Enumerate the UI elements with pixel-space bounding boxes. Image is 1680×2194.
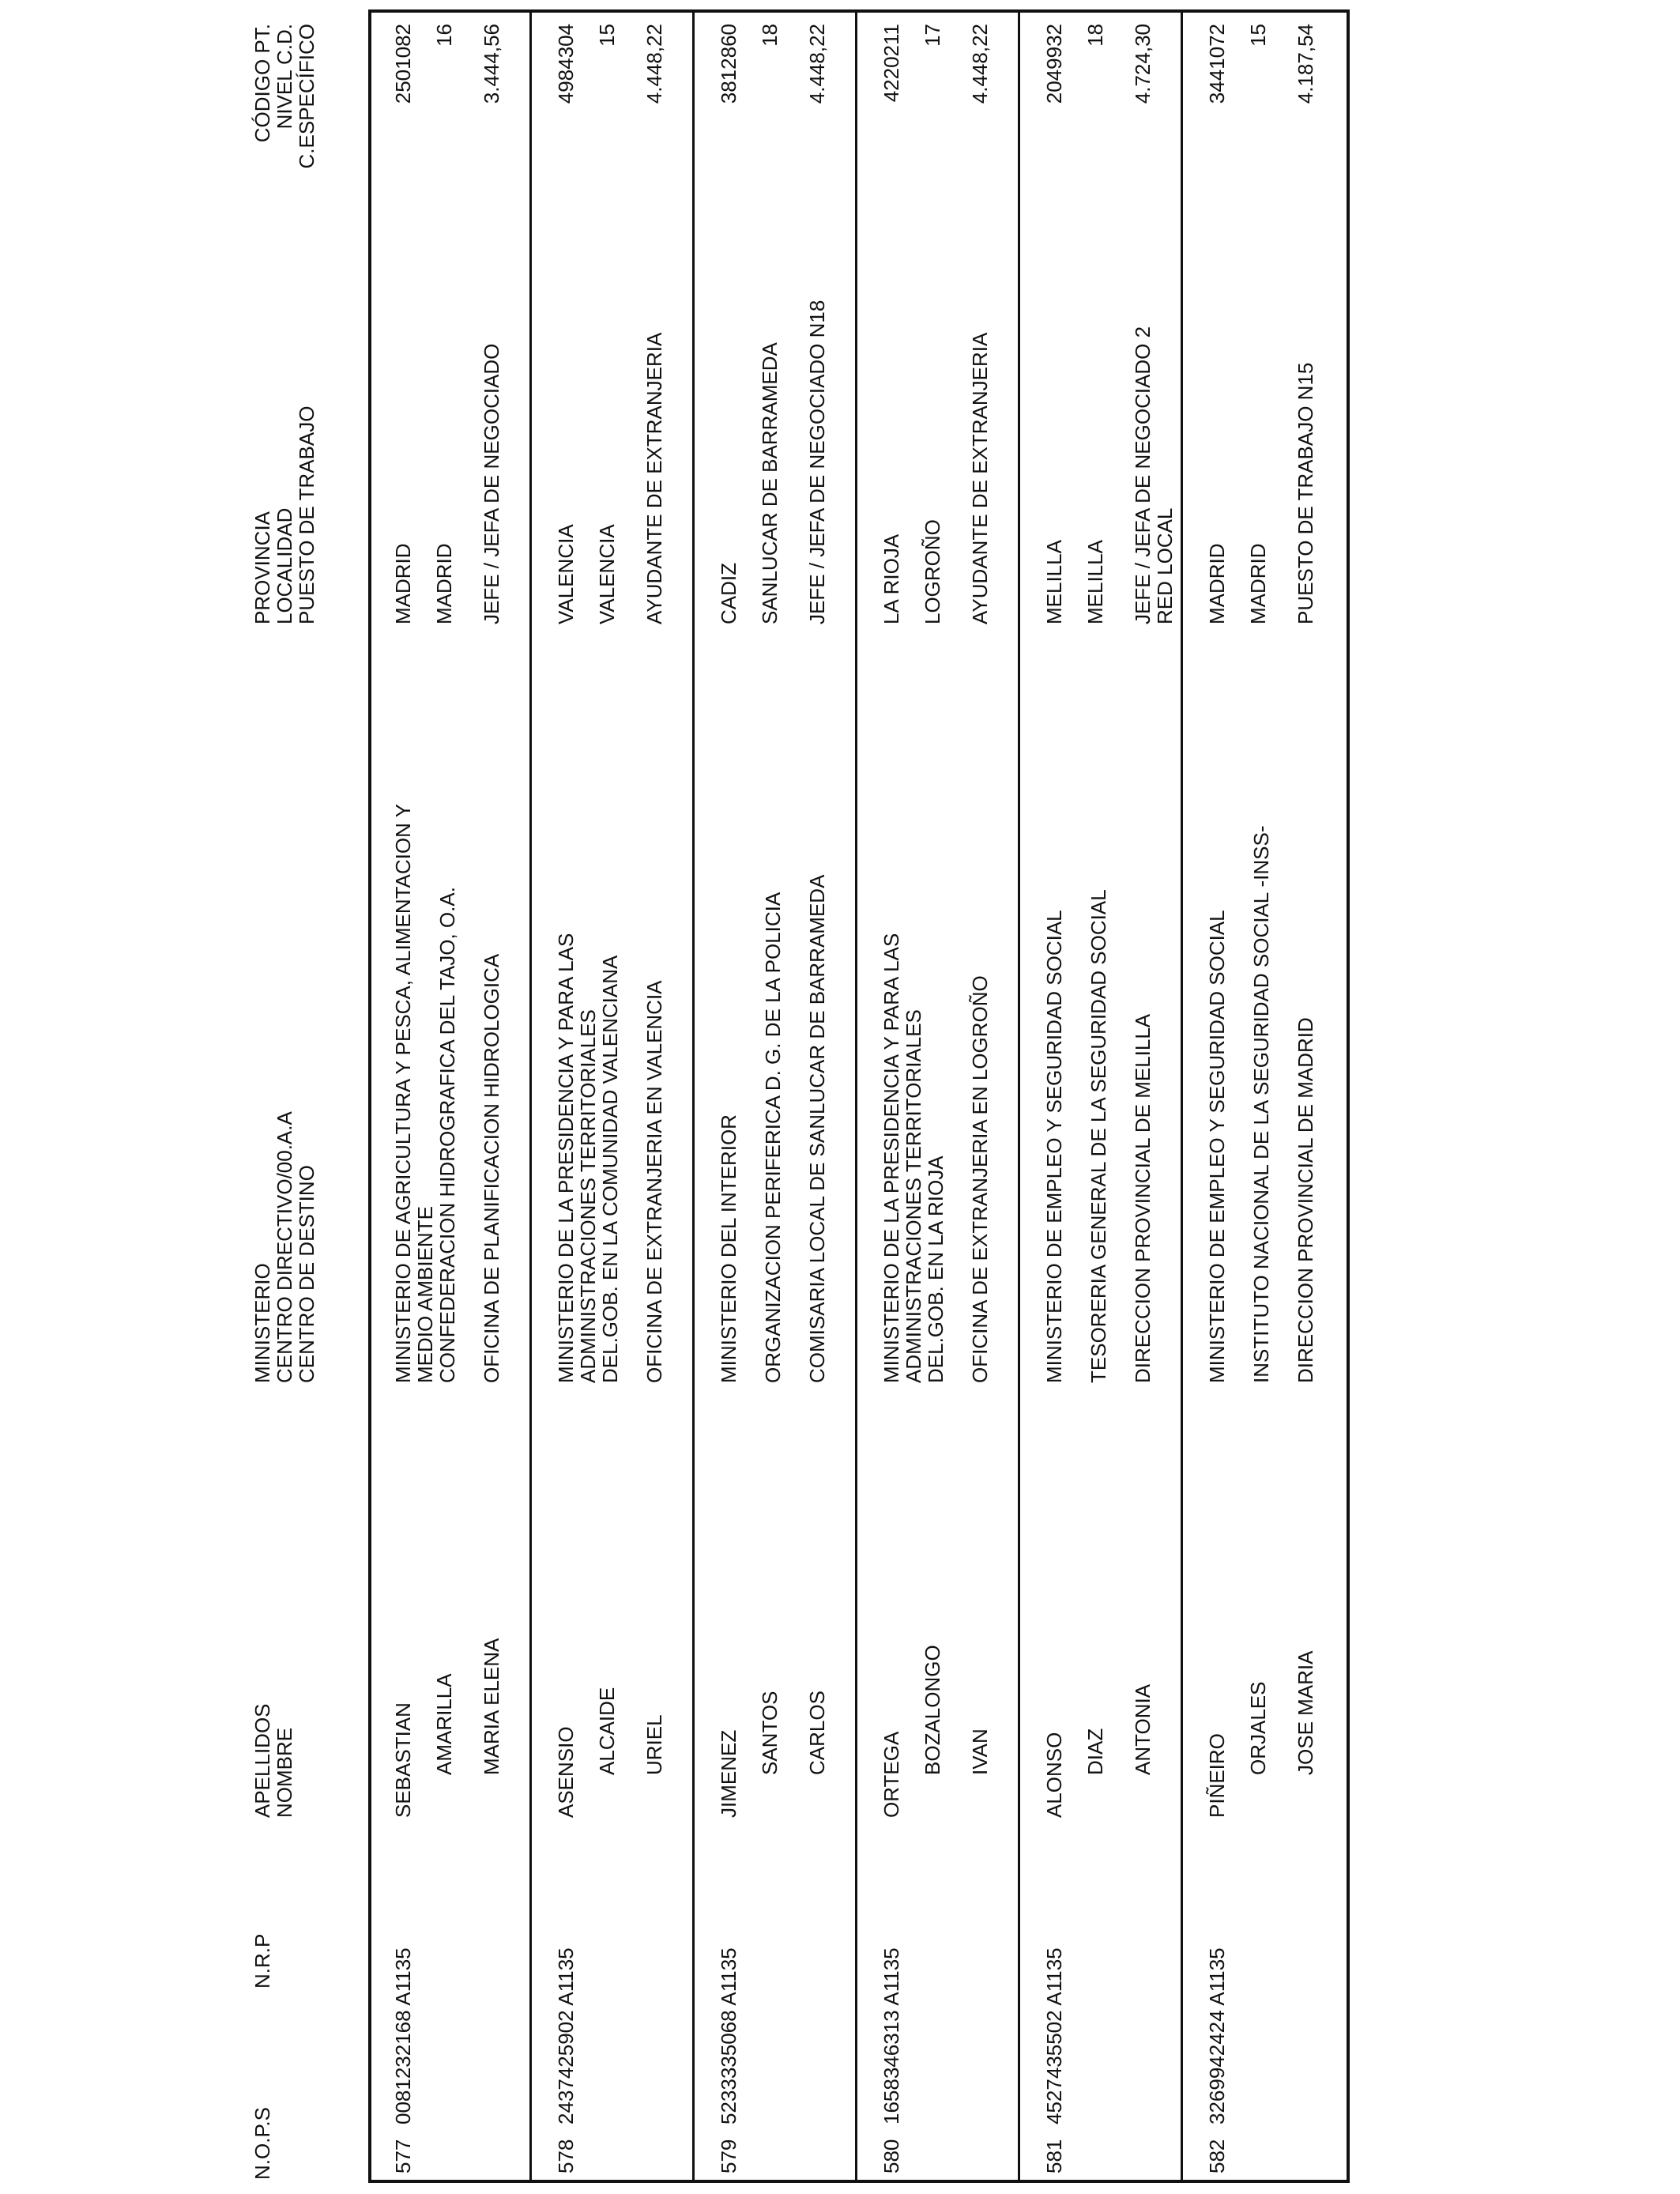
record-nivel: 15 [1246,24,1270,47]
table-frame [368,9,1350,2183]
record-especifico: 4.724,30 [1131,24,1155,104]
record-provincia: VALENCIA [554,524,578,624]
record-apellido2: ORJALES [1246,1681,1270,1775]
record-apellido2: ALCAIDE [595,1687,619,1775]
header-especifico: C.ESPECÍFICO [295,24,318,169]
record-nombre: MARIA ELENA [480,1638,503,1775]
record-provincia: CADIZ [717,563,740,624]
record-codigo: 4220211 [880,24,903,103]
row-separator [855,9,857,2183]
header-ministerio: MINISTERIO [250,1263,274,1383]
record-codigo: 4984304 [554,24,578,104]
record-provincia: MADRID [391,543,415,624]
record-nivel: 16 [432,24,456,47]
record-puesto: AYUDANTE DE EXTRANJERIA [642,332,666,624]
record-apellido1: SEBASTIAN [391,1702,415,1818]
header-nops: N.O.P.S [250,2106,274,2180]
header-nrp: N.R.P [250,1933,274,1989]
record-apellido1: ORTEGA [880,1731,903,1818]
record-centro-directivo: INSTITUTO NACIONAL DE LA SEGURIDAD SOCIAL -INSS- [1249,825,1273,1383]
record-nrp: 2437425902 A1135 [554,1947,578,2124]
record-nombre: URIEL [642,1714,666,1775]
record-centro-destino: OFICINA DE EXTRANJERIA EN LOGROÑO [968,975,992,1383]
record-nombre: CARLOS [805,1691,829,1775]
record-apellido2: AMARILLA [432,1673,456,1775]
record-nombre: IVAN [968,1728,992,1775]
record-centro-destino: DIRECCION PROVINCIAL DE MADRID [1294,1017,1317,1383]
record-ministerio: MINISTERIO DE LA PRESIDENCIA Y PARA LAS ADMINISTRACIONES TERRITORIALES [554,933,600,1383]
record-provincia: MELILLA [1042,540,1066,624]
record-centro-directivo: CONFEDERACION HIDROGRAFICA DEL TAJO, O.A. [435,887,459,1383]
record-nops: 581 [1042,2139,1066,2173]
header-nombre: NOMBRE [273,1727,296,1818]
record-apellido2: BOZALONGO [921,1645,944,1775]
record-puesto: PUESTO DE TRABAJO N15 [1294,362,1317,624]
record-apellido1: PIÑEIRO [1205,1733,1229,1818]
header-centro-destino: CENTRO DE DESTINO [295,1165,318,1383]
record-especifico: 3.444,56 [480,24,503,104]
record-ministerio: MINISTERIO DEL INTERIOR [717,1114,740,1383]
record-nombre: JOSE MARIA [1294,1650,1317,1775]
record-ministerio: MINISTERIO DE LA PRESIDENCIA Y PARA LAS ADMINISTRACIONES TERRITORIALES [880,933,925,1383]
header-nivel: NIVEL C.D. [273,24,296,130]
record-centro-destino: OFICINA DE PLANIFICACION HIDROLOGICA [480,953,503,1383]
record-puesto: JEFE / JEFA DE NEGOCIADO N18 [805,300,829,624]
header-codigo: CÓDIGO PT. [250,24,274,143]
record-nops: 578 [554,2139,578,2173]
record-ministerio: MINISTERIO DE AGRICULTURA Y PESCA, ALIMENTACION Y MEDIO AMBIENTE [391,804,437,1383]
row-separator [1018,9,1020,2183]
record-apellido1: ALONSO [1042,1732,1066,1818]
record-centro-directivo: DEL.GOB. EN LA COMUNIDAD VALENCIANA [598,955,622,1383]
record-ministerio: MINISTERIO DE EMPLEO Y SEGURIDAD SOCIAL [1042,910,1066,1383]
record-nrp: 1658346313 A1135 [880,1947,903,2124]
record-apellido2: DIAZ [1083,1728,1107,1775]
record-codigo: 2501082 [391,24,415,104]
record-especifico: 4.187,54 [1294,24,1317,104]
record-centro-destino: OFICINA DE EXTRANJERIA EN VALENCIA [642,980,666,1383]
record-ministerio: MINISTERIO DE EMPLEO Y SEGURIDAD SOCIAL [1205,910,1229,1383]
record-apellido1: JIMENEZ [717,1729,740,1818]
record-nops: 579 [717,2139,740,2173]
record-nombre: ANTONIA [1131,1683,1155,1775]
record-nops: 580 [880,2139,903,2173]
record-nrp: 3269942424 A1135 [1205,1947,1229,2124]
record-apellido1: ASENSIO [554,1726,578,1818]
record-centro-destino: DIRECCION PROVINCIAL DE MELILLA [1131,1013,1155,1383]
header-provincia: PROVINCIA [250,511,274,624]
record-especifico: 4.448,22 [805,24,829,104]
record-localidad: VALENCIA [595,524,619,624]
record-provincia: LA RIOJA [880,533,903,624]
row-separator [1181,9,1183,2183]
record-nrp: 5233335068 A1135 [717,1947,740,2124]
record-nops: 582 [1205,2139,1229,2173]
record-nops: 577 [391,2139,415,2173]
header-centro-directivo: CENTRO DIRECTIVO/00.A.A [273,1111,296,1383]
record-codigo: 2049932 [1042,24,1066,104]
header-localidad: LOCALIDAD [273,507,296,624]
record-codigo: 3441072 [1205,24,1229,104]
record-localidad: MELILLA [1083,540,1107,624]
record-nivel: 18 [1083,24,1107,47]
record-provincia: MADRID [1205,543,1229,624]
record-localidad: SANLUCAR DE BARRAMEDA [758,342,782,624]
record-especifico: 4.448,22 [642,24,666,104]
record-localidad: MADRID [1246,543,1270,624]
record-localidad: MADRID [432,543,456,624]
record-nivel: 15 [595,24,619,47]
record-centro-destino: COMISARIA LOCAL DE SANLUCAR DE BARRAMEDA [805,874,829,1383]
row-separator [692,9,695,2183]
record-codigo: 3812860 [717,24,740,104]
header-apellidos: APELLIDOS [250,1703,274,1818]
record-localidad: LOGROÑO [921,519,944,624]
record-especifico: 4.448,22 [968,24,992,104]
record-puesto: JEFE / JEFA DE NEGOCIADO 2 RED LOCAL [1131,326,1177,624]
record-nrp: 4527435502 A1135 [1042,1947,1066,2124]
row-separator [529,9,532,2183]
header-puesto: PUESTO DE TRABAJO [295,405,318,624]
record-centro-directivo: TESORERIA GENERAL DE LA SEGURIDAD SOCIAL [1087,889,1110,1383]
record-nrp: 0081232168 A1135 [391,1947,415,2124]
record-centro-directivo: DEL.GOB. EN LA RIOJA [924,1155,947,1383]
record-puesto: AYUDANTE DE EXTRANJERIA [968,332,992,624]
record-nivel: 17 [921,24,944,47]
record-apellido2: SANTOS [758,1691,782,1775]
record-nivel: 18 [758,24,782,47]
record-puesto: JEFE / JEFA DE NEGOCIADO [480,343,503,624]
record-centro-directivo: ORGANIZACION PERIFERICA D. G. DE LA POLICIA [761,892,785,1383]
